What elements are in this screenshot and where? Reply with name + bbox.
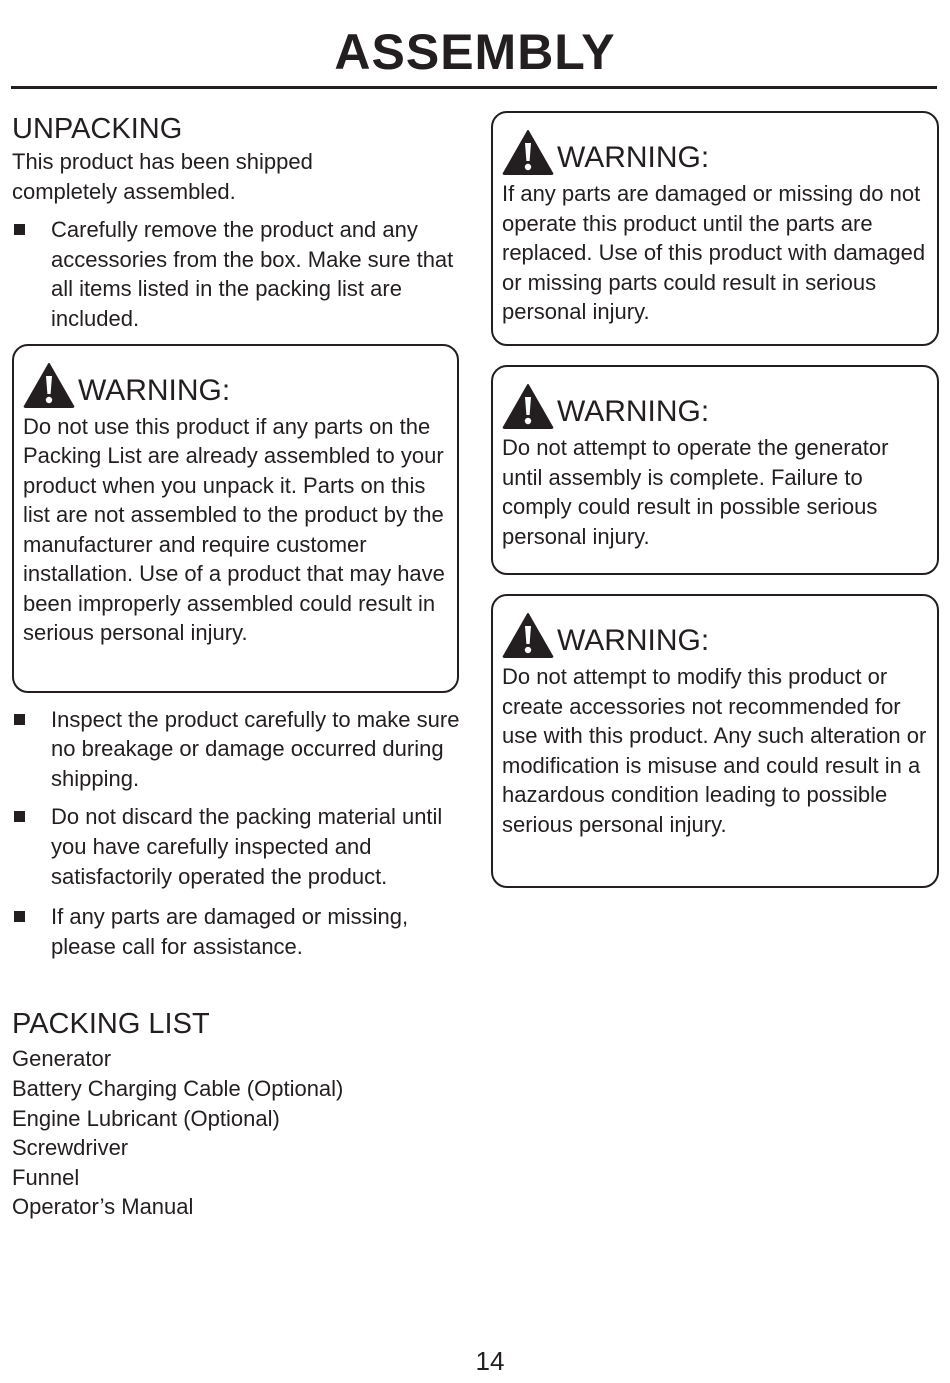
warning-label: WARNING: [78, 373, 231, 407]
warning-box-packing [12, 344, 459, 693]
bullet-square-icon [14, 224, 25, 235]
bullet-item [12, 705, 461, 794]
warning-header [23, 360, 449, 408]
warning-label: WARNING: [557, 624, 710, 657]
unpacking-intro: This product has been shipped completely assembled. [12, 149, 313, 204]
warning-box-assembly-incomplete [491, 365, 939, 575]
bullet-square-icon [14, 811, 25, 822]
bullet-item [12, 802, 461, 891]
warning-label: WARNING: [557, 141, 710, 174]
packing-list-item: Funnel [12, 1164, 80, 1190]
page-title: ASSEMBLY [334, 24, 616, 80]
warning-text: Do not attempt to modify this product or create accessories not recommended for use with this product. Any such alteration or modification is misuse and could result in a hazardous condition leading to possible serious personal injury. [502, 664, 927, 837]
packing-list-item: Generator [12, 1046, 112, 1072]
right-column [491, 111, 939, 888]
page-number: 14 [475, 1346, 505, 1376]
warning-header [502, 610, 929, 658]
warning-box-damaged-parts [491, 111, 939, 346]
warning-header [502, 381, 929, 429]
unpacking-heading: UNPACKING [12, 113, 183, 145]
bullet-square-icon [14, 911, 25, 922]
bullet-item [12, 902, 471, 961]
warning-triangle-icon [502, 383, 554, 429]
packing-list-item: Screwdriver [12, 1135, 129, 1161]
bullet-text: Carefully remove the product and any accessories from the box. Make sure that all items listed in the packing list are included. [51, 217, 454, 331]
packing-list-heading: PACKING LIST [12, 1008, 210, 1041]
packing-list [12, 1044, 462, 1222]
warning-triangle-icon [502, 612, 554, 658]
bullet-text: Do not discard the packing material until you have carefully inspected and satisfactorily operated the product. [51, 804, 443, 889]
bullet-text: If any parts are damaged or missing, please call for assistance. [51, 904, 409, 959]
bullet-item [12, 215, 461, 333]
bullet-square-icon [14, 714, 25, 725]
left-column [12, 110, 462, 1222]
warning-triangle-icon [502, 129, 554, 175]
warning-text: If any parts are damaged or missing do not operate this product until the parts are replaced. Use of this product with damaged or missing parts could result in serious personal injury. [502, 181, 926, 324]
warning-triangle-icon [23, 362, 75, 408]
warning-text: Do not attempt to operate the generator until assembly is complete. Failure to comply could result in possible serious personal injury. [502, 435, 889, 549]
warning-box-modification [491, 594, 939, 888]
packing-list-item: Battery Charging Cable (Optional) [12, 1075, 344, 1101]
warning-header [502, 127, 929, 175]
warning-text: Do not use this product if any parts on the Packing List are already assembled to your product when you unpack it. Parts on this list are not assembled to the product by the manufacturer and require customer installation. Use of a product that may have been improperly assembled could result in serious personal injury. [23, 413, 445, 646]
bullet-text: Inspect the product carefully to make sure no breakage or damage occurred during shipping. [51, 706, 460, 791]
warning-label: WARNING: [557, 395, 710, 428]
packing-list-item: Operator’s Manual [12, 1194, 194, 1220]
packing-list-item: Engine Lubricant (Optional) [12, 1105, 280, 1131]
title-rule [11, 86, 937, 89]
